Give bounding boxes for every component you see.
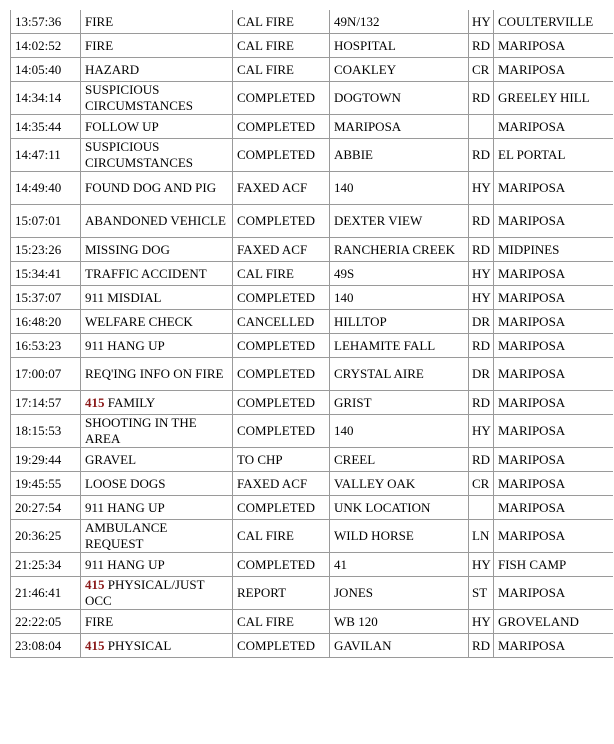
street-suffix-cell: RD	[469, 334, 494, 358]
location-cell: ABBIE	[330, 139, 469, 172]
location-cell: CRYSTAL AIRE	[330, 358, 469, 391]
incident-type-cell: SUSPICIOUS CIRCUMSTANCES	[81, 82, 233, 115]
disposition-cell: COMPLETED	[233, 415, 330, 448]
city-cell: GREELEY HILL	[494, 82, 614, 115]
location-cell: 49S	[330, 262, 469, 286]
city-cell: MARIPOSA	[494, 472, 614, 496]
location-cell: CREEL	[330, 448, 469, 472]
time-cell: 14:47:11	[11, 139, 81, 172]
street-suffix-cell: RD	[469, 205, 494, 238]
street-suffix-cell: HY	[469, 262, 494, 286]
street-suffix-cell	[469, 496, 494, 520]
street-suffix-cell: RD	[469, 238, 494, 262]
city-cell: MIDPINES	[494, 238, 614, 262]
incident-type-cell	[81, 391, 233, 415]
street-suffix-cell: HY	[469, 286, 494, 310]
incident-type-cell: 911 MISDIAL	[81, 286, 233, 310]
time-cell: 14:35:44	[11, 115, 81, 139]
disposition-cell: FAXED ACF	[233, 472, 330, 496]
incident-type-cell: FIRE	[81, 34, 233, 58]
street-suffix-cell: DR	[469, 358, 494, 391]
disposition-cell: COMPLETED	[233, 115, 330, 139]
table-row	[11, 139, 614, 172]
time-cell: 20:27:54	[11, 496, 81, 520]
disposition-cell: COMPLETED	[233, 496, 330, 520]
incident-type-cell	[81, 634, 233, 658]
incident-type-cell: FOUND DOG AND PIG	[81, 172, 233, 205]
city-cell: MARIPOSA	[494, 310, 614, 334]
table-row	[11, 34, 614, 58]
location-cell: HILLTOP	[330, 310, 469, 334]
time-cell: 18:15:53	[11, 415, 81, 448]
city-cell: MARIPOSA	[494, 334, 614, 358]
incident-type-cell	[81, 577, 233, 610]
disposition-cell: COMPLETED	[233, 205, 330, 238]
street-suffix-cell: HY	[469, 172, 494, 205]
time-cell: 19:29:44	[11, 448, 81, 472]
incident-type-cell: 911 HANG UP	[81, 553, 233, 577]
city-cell: MARIPOSA	[494, 415, 614, 448]
incident-type-cell: MISSING DOG	[81, 238, 233, 262]
street-suffix-cell: HY	[469, 415, 494, 448]
disposition-cell: CAL FIRE	[233, 610, 330, 634]
street-suffix-cell: LN	[469, 520, 494, 553]
street-suffix-cell: ST	[469, 577, 494, 610]
incident-type-cell: WELFARE CHECK	[81, 310, 233, 334]
time-cell: 14:49:40	[11, 172, 81, 205]
time-cell: 21:46:41	[11, 577, 81, 610]
location-cell: 49N/132	[330, 10, 469, 34]
time-cell: 14:34:14	[11, 82, 81, 115]
time-cell: 13:57:36	[11, 10, 81, 34]
city-cell: MARIPOSA	[494, 520, 614, 553]
table-row	[11, 58, 614, 82]
time-cell: 16:53:23	[11, 334, 81, 358]
disposition-cell: CAL FIRE	[233, 58, 330, 82]
table-row	[11, 577, 614, 610]
city-cell: COULTERVILLE	[494, 10, 614, 34]
incident-type-cell: FOLLOW UP	[81, 115, 233, 139]
disposition-cell: CAL FIRE	[233, 10, 330, 34]
disposition-cell: COMPLETED	[233, 82, 330, 115]
location-cell: GRIST	[330, 391, 469, 415]
city-cell: MARIPOSA	[494, 634, 614, 658]
incident-type-cell: 911 HANG UP	[81, 496, 233, 520]
incident-type-cell: SUSPICIOUS CIRCUMSTANCES	[81, 139, 233, 172]
table-row	[11, 286, 614, 310]
city-cell: FISH CAMP	[494, 553, 614, 577]
city-cell: MARIPOSA	[494, 391, 614, 415]
city-cell: MARIPOSA	[494, 115, 614, 139]
time-cell: 22:22:05	[11, 610, 81, 634]
disposition-cell: TO CHP	[233, 448, 330, 472]
incident-type-cell: AMBULANCE REQUEST	[81, 520, 233, 553]
street-suffix-cell: RD	[469, 34, 494, 58]
disposition-cell: CAL FIRE	[233, 262, 330, 286]
city-cell: MARIPOSA	[494, 172, 614, 205]
time-cell: 15:34:41	[11, 262, 81, 286]
call-log-table	[10, 10, 613, 658]
time-cell: 15:23:26	[11, 238, 81, 262]
city-cell: MARIPOSA	[494, 34, 614, 58]
city-cell: MARIPOSA	[494, 577, 614, 610]
location-cell: DEXTER VIEW	[330, 205, 469, 238]
incident-type-cell: FIRE	[81, 610, 233, 634]
disposition-cell: COMPLETED	[233, 358, 330, 391]
table-row	[11, 82, 614, 115]
disposition-cell: COMPLETED	[233, 139, 330, 172]
table-row	[11, 391, 614, 415]
table-row	[11, 334, 614, 358]
location-cell: WB 120	[330, 610, 469, 634]
incident-type-cell: HAZARD	[81, 58, 233, 82]
city-cell: MARIPOSA	[494, 58, 614, 82]
table-row	[11, 262, 614, 286]
call-log-sheet	[10, 10, 613, 742]
table-row	[11, 520, 614, 553]
disposition-cell: CAL FIRE	[233, 34, 330, 58]
table-row	[11, 172, 614, 205]
location-cell: VALLEY OAK	[330, 472, 469, 496]
table-row	[11, 448, 614, 472]
location-cell: JONES	[330, 577, 469, 610]
city-cell: MARIPOSA	[494, 262, 614, 286]
disposition-cell: CANCELLED	[233, 310, 330, 334]
disposition-cell: COMPLETED	[233, 634, 330, 658]
location-cell: HOSPITAL	[330, 34, 469, 58]
city-cell: MARIPOSA	[494, 286, 614, 310]
street-suffix-cell: HY	[469, 553, 494, 577]
street-suffix-cell: HY	[469, 610, 494, 634]
time-cell: 14:05:40	[11, 58, 81, 82]
table-row	[11, 415, 614, 448]
table-row	[11, 238, 614, 262]
time-cell: 23:08:04	[11, 634, 81, 658]
table-row	[11, 496, 614, 520]
location-cell: 140	[330, 172, 469, 205]
location-cell: UNK LOCATION	[330, 496, 469, 520]
street-suffix-cell: DR	[469, 310, 494, 334]
table-row	[11, 358, 614, 391]
street-suffix-cell	[469, 115, 494, 139]
location-cell: RANCHERIA CREEK	[330, 238, 469, 262]
table-row	[11, 115, 614, 139]
disposition-cell: COMPLETED	[233, 334, 330, 358]
table-row	[11, 472, 614, 496]
table-row	[11, 205, 614, 238]
disposition-cell: COMPLETED	[233, 553, 330, 577]
location-cell: DOGTOWN	[330, 82, 469, 115]
incident-type-cell: TRAFFIC ACCIDENT	[81, 262, 233, 286]
penal-code: 415	[85, 394, 105, 410]
incident-type-cell: LOOSE DOGS	[81, 472, 233, 496]
disposition-cell: REPORT	[233, 577, 330, 610]
street-suffix-cell: RD	[469, 82, 494, 115]
incident-type-cell: REQ'ING INFO ON FIRE	[81, 358, 233, 391]
location-cell: COAKLEY	[330, 58, 469, 82]
incident-type-cell: 911 HANG UP	[81, 334, 233, 358]
incident-type-cell: FIRE	[81, 10, 233, 34]
disposition-cell: CAL FIRE	[233, 520, 330, 553]
city-cell: MARIPOSA	[494, 205, 614, 238]
street-suffix-cell: RD	[469, 448, 494, 472]
location-cell: 140	[330, 415, 469, 448]
penal-code: 415	[85, 637, 105, 653]
city-cell: GROVELAND	[494, 610, 614, 634]
table-row	[11, 10, 614, 34]
call-log-body	[11, 10, 614, 658]
time-cell: 16:48:20	[11, 310, 81, 334]
location-cell: 140	[330, 286, 469, 310]
time-cell: 15:37:07	[11, 286, 81, 310]
disposition-cell: COMPLETED	[233, 286, 330, 310]
disposition-cell: FAXED ACF	[233, 238, 330, 262]
table-row	[11, 310, 614, 334]
location-cell: WILD HORSE	[330, 520, 469, 553]
incident-type-cell: SHOOTING IN THE AREA	[81, 415, 233, 448]
time-cell: 20:36:25	[11, 520, 81, 553]
location-cell: 41	[330, 553, 469, 577]
incident-type: FAMILY	[107, 394, 156, 410]
time-cell: 21:25:34	[11, 553, 81, 577]
city-cell: EL PORTAL	[494, 139, 614, 172]
disposition-cell: COMPLETED	[233, 391, 330, 415]
street-suffix-cell: CR	[469, 58, 494, 82]
street-suffix-cell: RD	[469, 139, 494, 172]
incident-type-cell: GRAVEL	[81, 448, 233, 472]
street-suffix-cell: HY	[469, 10, 494, 34]
city-cell: MARIPOSA	[494, 358, 614, 391]
city-cell: MARIPOSA	[494, 496, 614, 520]
street-suffix-cell: CR	[469, 472, 494, 496]
time-cell: 14:02:52	[11, 34, 81, 58]
location-cell: LEHAMITE FALL	[330, 334, 469, 358]
incident-type: PHYSICAL/JUST OCC	[85, 577, 205, 608]
table-row	[11, 634, 614, 658]
location-cell: MARIPOSA	[330, 115, 469, 139]
incident-type-cell: ABANDONED VEHICLE	[81, 205, 233, 238]
location-cell: GAVILAN	[330, 634, 469, 658]
disposition-cell: FAXED ACF	[233, 172, 330, 205]
penal-code: 415	[85, 577, 105, 592]
time-cell: 15:07:01	[11, 205, 81, 238]
time-cell: 19:45:55	[11, 472, 81, 496]
street-suffix-cell: RD	[469, 391, 494, 415]
time-cell: 17:00:07	[11, 358, 81, 391]
table-row	[11, 553, 614, 577]
time-cell: 17:14:57	[11, 391, 81, 415]
incident-type: PHYSICAL	[107, 637, 172, 653]
street-suffix-cell: RD	[469, 634, 494, 658]
city-cell: MARIPOSA	[494, 448, 614, 472]
table-row	[11, 610, 614, 634]
